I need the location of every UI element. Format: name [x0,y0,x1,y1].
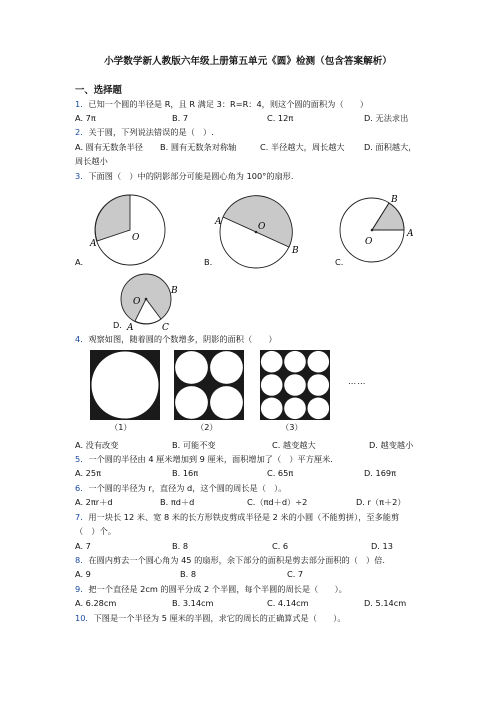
question-2 [75,127,214,137]
q8-option-a: A. 9 [75,569,91,579]
q3-figure-d [121,274,178,332]
question-4 [75,334,277,344]
q4-text: 观察如图，随着圆的个数增多，阴影的面积（ ） [88,334,277,344]
q8-option-b: B. 8 [180,569,197,579]
q5-text: 一个圆的半径由 4 厘米增加到 9 厘米，面积增加了（ ）平方厘米. [88,454,333,464]
q1-number: 1． [75,99,89,109]
q6-number: 6． [75,483,89,493]
q9-text: 把一个直径是 2cm 的圆平分成 2 个半圆，每个半圆的周长是（ ）。 [88,584,347,594]
q9-option-a: A. 6.28cm [75,598,117,608]
q1-option-b: B. 7 [172,113,189,123]
q6-option-a: A. 2πr＋d [75,497,113,507]
q8-number: 8． [75,555,89,565]
q6-option-d: D. r（π＋2） [356,497,406,507]
question-5 [75,454,333,464]
q3d-label-a: A [127,323,134,332]
q3-figure-a [89,195,165,265]
q1-option-c: C. 12π [267,113,294,123]
q3d-label-b: B [171,286,178,296]
q2-option-a: A. 圆有无数条半径 [75,142,143,152]
q7-text: 用一块长 12 米、宽 8 米的长方形铁皮剪成半径是 2 米的小圆（不能剪拼），至多能剪 [88,512,400,522]
q3c-label-o: O [365,237,373,247]
q4-number: 4． [75,334,89,344]
q5-option-b: B. 16π [172,468,199,478]
q9-option-d: D. 5.14cm [364,598,407,608]
q2-option-d-continued: 周长越小 [75,156,108,166]
q5-option-c: C. 65π [267,468,294,478]
q3a-label-o: O [132,233,140,243]
q3-figures [75,182,495,332]
q9-option-b: B. 3.14cm [172,598,214,608]
q3b-label-a: A [215,217,222,227]
q3-option-b: B. [204,257,213,267]
q2-option-b: B. 圆有无数条对称轴 [160,142,237,152]
q4-option-c: C. 越变越大 [272,440,316,450]
q2-number: 2． [75,127,89,137]
q3-option-d: D. [113,320,122,330]
q6-text: 一个圆的半径为 r，直径为 d，这个圆的周长是（ ）。 [88,483,287,493]
question-1 [75,99,368,109]
q5-option-d: D. 169π [364,468,397,478]
q4-figure-2 [174,350,244,420]
q1-text: 已知一个圆的半径是 R，且 R 满足 3：R=R：4，则这个圆的面积为（ ） [88,99,369,109]
q4-option-d: D. 越变越小 [369,440,414,450]
q4-caption-3: （3） [281,422,303,432]
q6-option-b: B. πd＋d [160,497,195,507]
q7-option-a: A. 7 [75,541,91,551]
question-7 [75,512,399,522]
q10-number: 10． [75,613,94,623]
q8-option-c: C. 7 [287,569,304,579]
q3-text: 下面图（ ）中的阴影部分可能是圆心角为 100°的扇形. [88,171,294,181]
page-title: 小学数学新人教版六年级上册第五单元《圆》检测（包含答案解析） [104,56,392,67]
q7-option-d: D. 13 [371,541,393,551]
q4-caption-1: （1） [110,422,132,432]
question-8 [75,555,385,565]
q3-option-c: C. [335,257,344,267]
q8-text: 在圆内剪去一个圆心角为 45 的扇形，余下部分的面积是剪去部分面积的（ ）倍. [88,555,386,565]
q3a-label-a: A [90,239,97,249]
q9-number: 9． [75,584,89,594]
q3-number: 3． [75,171,89,181]
q7-text-continued: （ ）个。 [75,526,116,536]
question-10 [75,613,346,623]
q2-text: 关于圆，下列说法错误的是（ ）. [88,127,214,137]
q3b-label-o: O [258,222,266,232]
q7-number: 7． [75,512,89,522]
question-9 [75,584,347,594]
q3-option-a: A. [75,257,84,267]
q7-option-b: B. 8 [172,541,189,551]
q3-figure-c [340,195,414,262]
q1-option-d: D. 无法求出 [364,113,409,123]
q9-option-c: C. 4.14cm [267,598,309,608]
q4-ellipsis: …… [348,376,367,386]
q10-text: 下图是一个半径为 5 厘米的半圆，求它的周长的正确算式是（ ）。 [93,613,346,623]
q3c-label-a: A [407,229,414,239]
q4-figures [90,350,390,436]
q3-figure-b [214,196,299,268]
q4-figure-1 [90,350,160,420]
q2-option-d: D. 面积越大， [364,142,417,152]
q4-option-a: A. 没有改变 [75,440,119,450]
q4-option-b: B. 可能不变 [172,440,216,450]
q2-option-c: C. 半径越大，周长越大 [260,142,345,152]
q5-number: 5． [75,454,89,464]
q3d-label-c: C [162,323,169,332]
question-3 [75,171,293,181]
q1-option-a: A. 7π [75,113,96,123]
q3b-label-b: B [292,246,299,256]
q7-option-c: C. 6 [272,541,289,551]
q6-option-c: C.（πd＋d）÷2 [247,497,308,507]
section-heading: 一、选择题 [75,85,122,96]
question-6 [75,483,286,493]
q4-figure-3 [260,350,330,420]
q4-caption-2: （2） [196,422,218,432]
q3c-label-b: B [391,195,398,205]
q3d-label-o: O [133,297,141,307]
q5-option-a: A. 25π [75,468,102,478]
